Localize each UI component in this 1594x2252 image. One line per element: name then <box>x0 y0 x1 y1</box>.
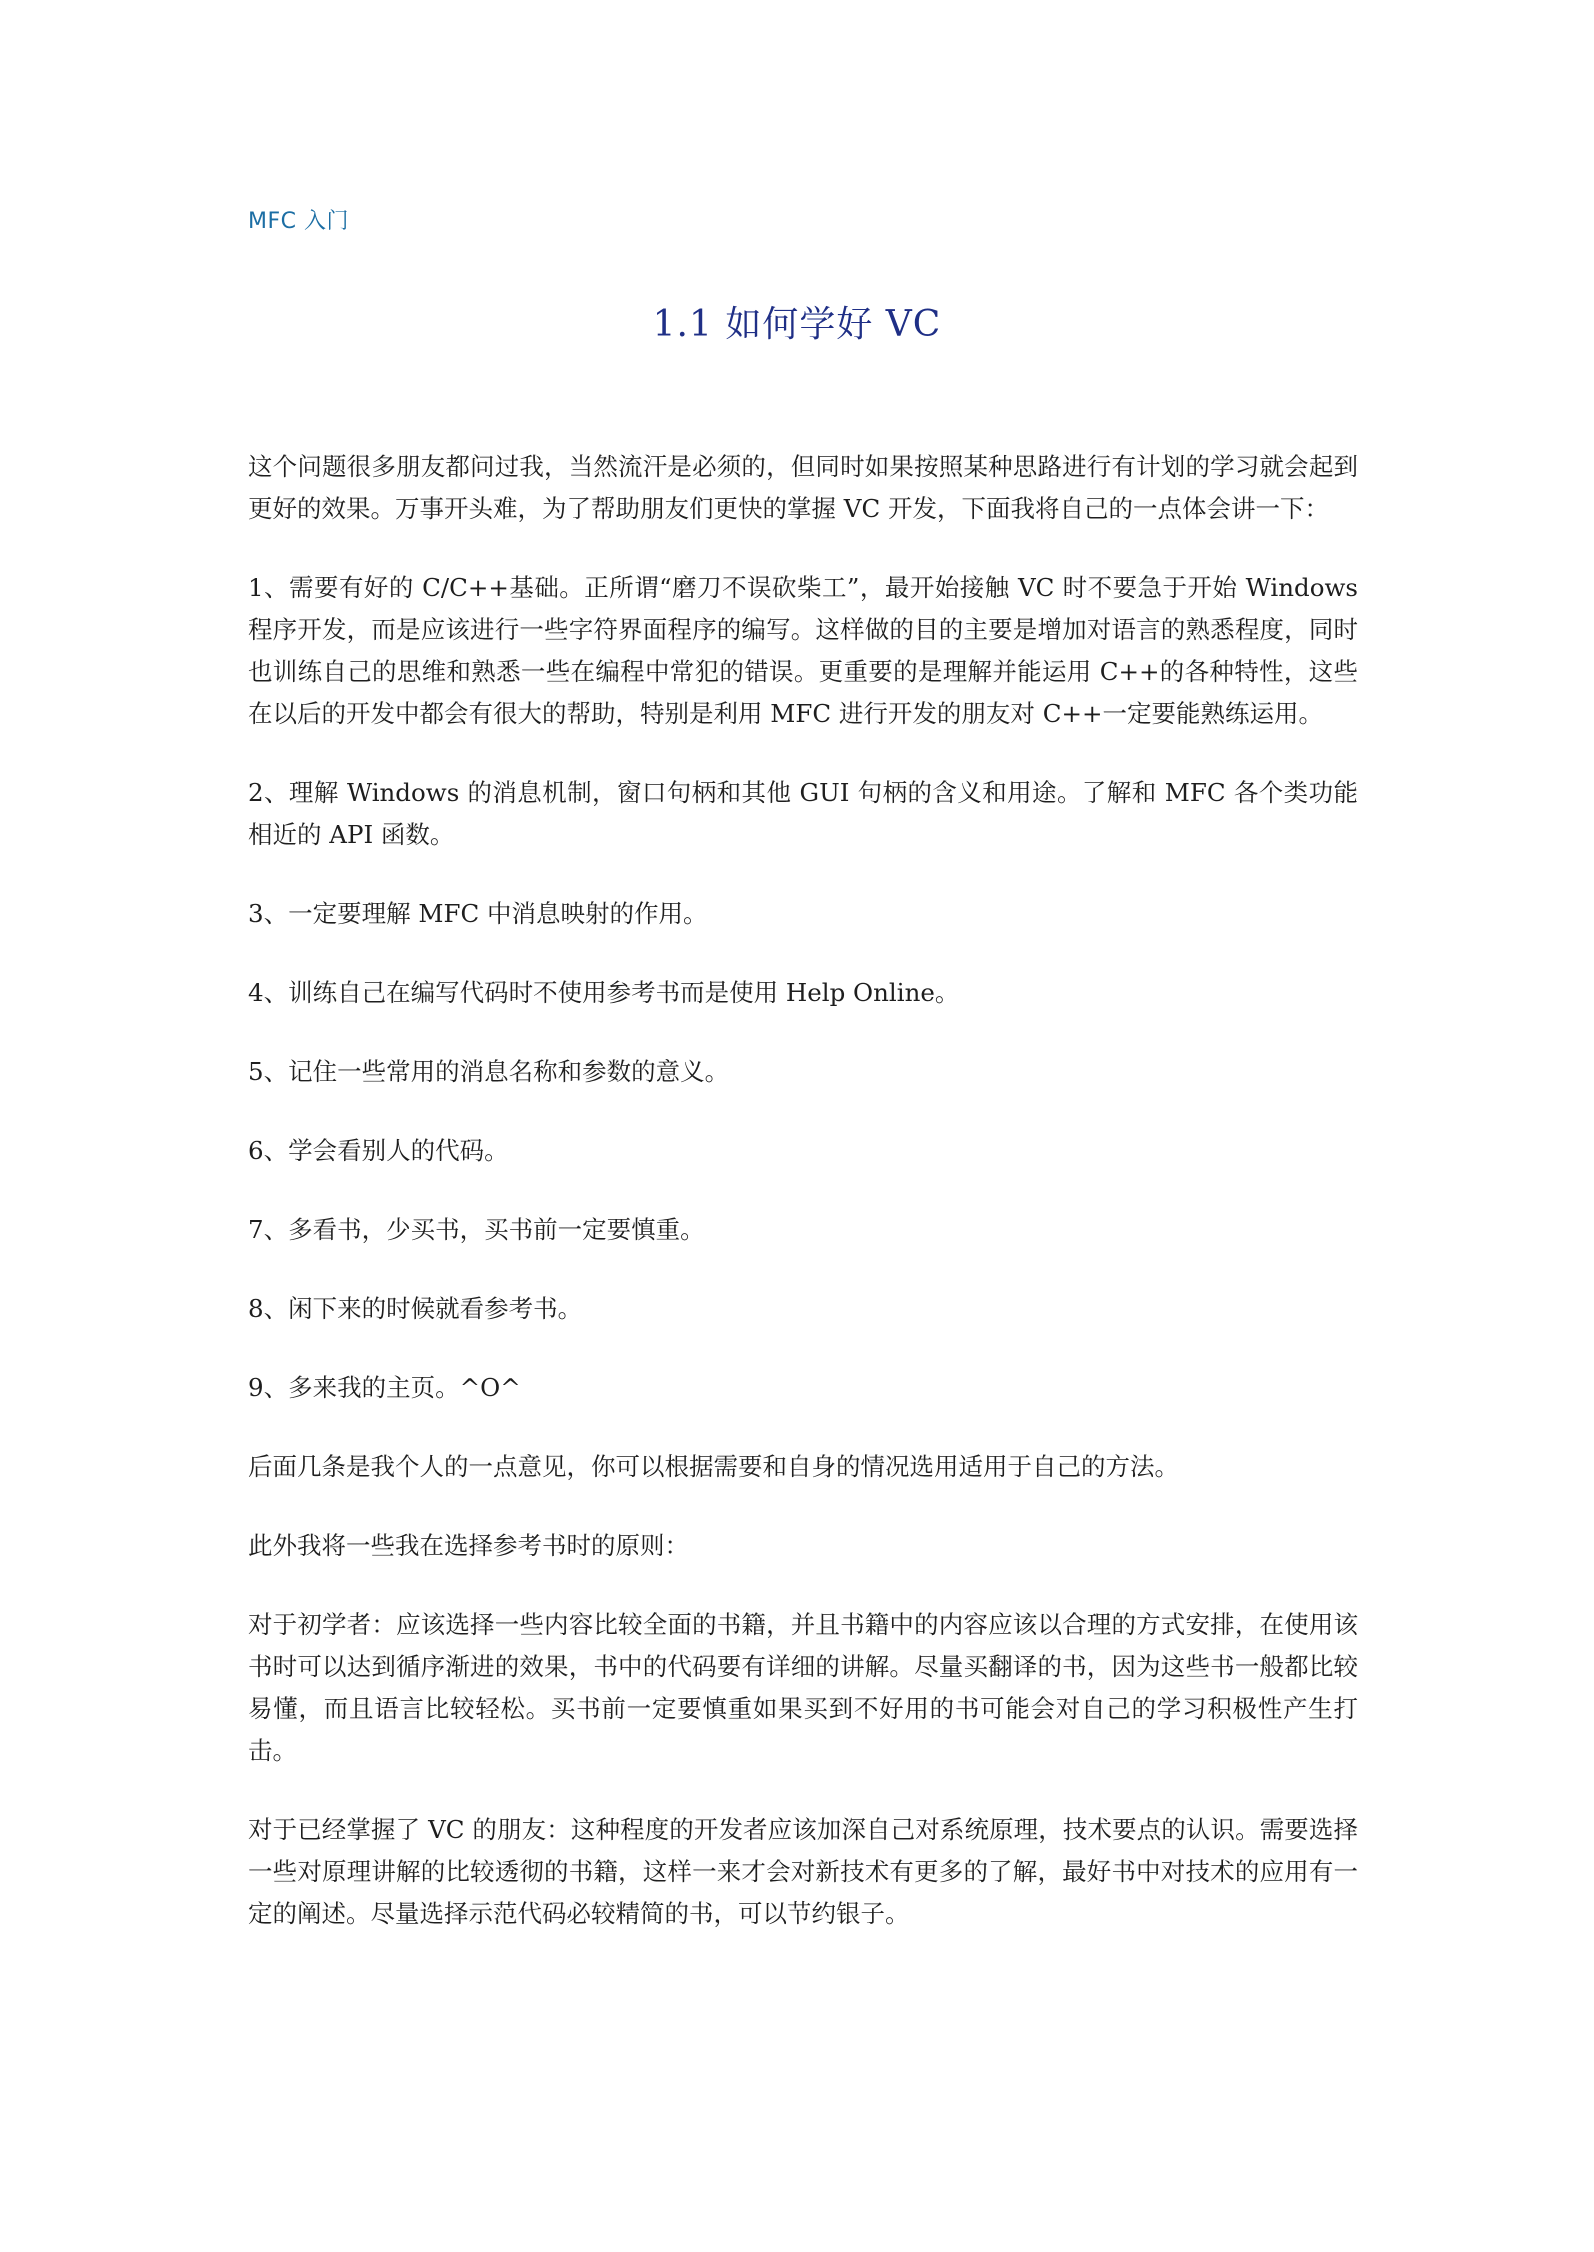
list-item-5: 5、记住一些常用的消息名称和参数的意义。 <box>248 1057 730 1086</box>
article-body <box>248 446 1358 1972</box>
mfc-intro-link[interactable]: MFC 入门 <box>248 209 349 234</box>
list-item-8: 8、闲下来的时候就看参考书。 <box>248 1294 583 1323</box>
list-item-6: 6、学会看别人的代码。 <box>248 1136 509 1165</box>
beginner-advice-paragraph: 对于初学者：应该选择一些内容比较全面的书籍，并且书籍中的内容应该以合理的方式安排，在使用该书时可以达到循序渐进的效果，书中的代码要有详细的讲解。尽量买翻译的书，因为这些书一般都比较易懂，而且语言比较轻松。买书前一定要慎重如果买到不好用的书可能会对自己的学习积极性产生打击。 <box>248 1610 1358 1765</box>
list-item-1: 1、需要有好的 C/C++基础。正所谓“磨刀不误砍柴工”，最开始接触 VC 时不要急于开始 Windows 程序开发，而是应该进行一些字符界面程序的编写。这样做的目的主要是增加对语言的熟悉程度，同时也训练自己的思维和熟悉一些在编程中常犯的错误。更重要的是理解并能运用 C++的各种特性，这些在以后的开发中都会有很大的帮助，特别是利用 MFC 进行开发的朋友对 C++一定要能熟练运用。 <box>248 573 1358 728</box>
opinion-paragraph: 后面几条是我个人的一点意见，你可以根据需要和自身的情况选用适用于自己的方法。 <box>248 1452 1179 1481</box>
list-item-2: 2、理解 Windows 的消息机制，窗口句柄和其他 GUI 句柄的含义和用途。了解和 MFC 各个类功能相近的 API 函数。 <box>248 778 1358 849</box>
list-item-4: 4、训练自己在编写代码时不使用参考书而是使用 Help Online。 <box>248 978 960 1007</box>
section-title: 1.1 如何学好 VC <box>652 304 942 345</box>
list-item-3: 3、一定要理解 MFC 中消息映射的作用。 <box>248 899 708 928</box>
list-item-7: 7、多看书，少买书，买书前一定要慎重。 <box>248 1215 705 1244</box>
advanced-advice-paragraph: 对于已经掌握了 VC 的朋友：这种程度的开发者应该加深自己对系统原理，技术要点的认识。需要选择一些对原理讲解的比较透彻的书籍，这样一来才会对新技术有更多的了解，最好书中对技术的应用有一定的阐述。尽量选择示范代码必较精简的书，可以节约银子。 <box>248 1815 1358 1928</box>
intro-paragraph: 这个问题很多朋友都问过我，当然流汗是必须的，但同时如果按照某种思路进行有计划的学习就会起到更好的效果。万事开头难，为了帮助朋友们更快的掌握 VC 开发，下面我将自己的一点体会讲一下： <box>248 452 1358 523</box>
book-principles-paragraph: 此外我将一些我在选择参考书时的原则： <box>248 1531 689 1560</box>
list-item-9: 9、多来我的主页。^O^ <box>248 1373 521 1402</box>
